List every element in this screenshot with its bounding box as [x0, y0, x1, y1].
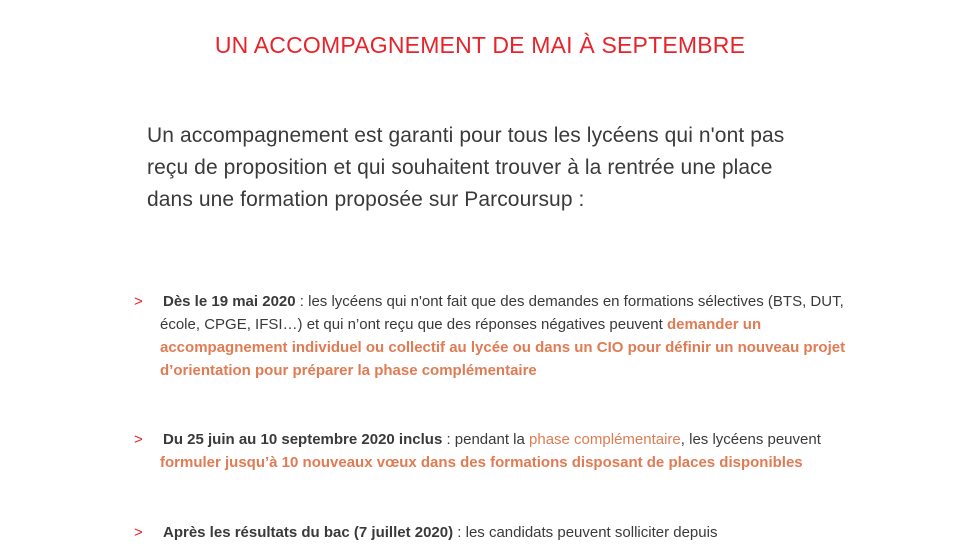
bullet-text: : pendant la [442, 431, 530, 448]
bullet-highlight-plain: phase complémentaire [529, 431, 681, 448]
chevron-right-icon: > [134, 524, 143, 541]
bullet-lead: Après les résultats du bac (7 juillet 2020) [163, 524, 454, 541]
bullet-text: , les lycéens peuvent [680, 431, 821, 448]
bullet-text: : les candidats peuvent solliciter depuis [453, 524, 718, 541]
bullet-highlight: formuler jusqu’à 10 nouveaux vœux dans des formations disposant de places disponibles [160, 454, 803, 471]
bullet-lead: Dès le 19 mai 2020 [163, 293, 296, 310]
slide-title: UN ACCOMPAGNEMENT DE MAI À SEPTEMBRE [214, 32, 746, 58]
chevron-right-icon: > [134, 431, 143, 448]
bullet-item [134, 521, 847, 544]
bullet-item [134, 290, 847, 382]
bullet-text: : les lycéens qui n'ont fait que des demandes en formations sélectives (BTS, DUT, école, CPGE, IFSI…) et qui n’ont reçu que des réponses négatives peuvent [160, 293, 844, 333]
bullet-body [134, 290, 847, 382]
bullet-body [134, 521, 847, 544]
bullet-body [134, 428, 847, 474]
intro-paragraph: Un accompagnement est garanti pour tous les lycéens qui n'ont pas reçu de proposition et qui souhaitent trouver à la rentrée une place dans une formation proposée sur Parcoursup : [147, 124, 785, 211]
chevron-right-icon: > [134, 293, 143, 310]
bullet-item [134, 428, 847, 474]
bullet-lead: Du 25 juin au 10 septembre 2020 inclus [163, 431, 443, 448]
bullet-highlight: demander un accompagnement individuel ou collectif au lycée ou dans un CIO pour définir un nouveau projet d’orientation pour préparer la phase complémentaire [160, 316, 846, 379]
